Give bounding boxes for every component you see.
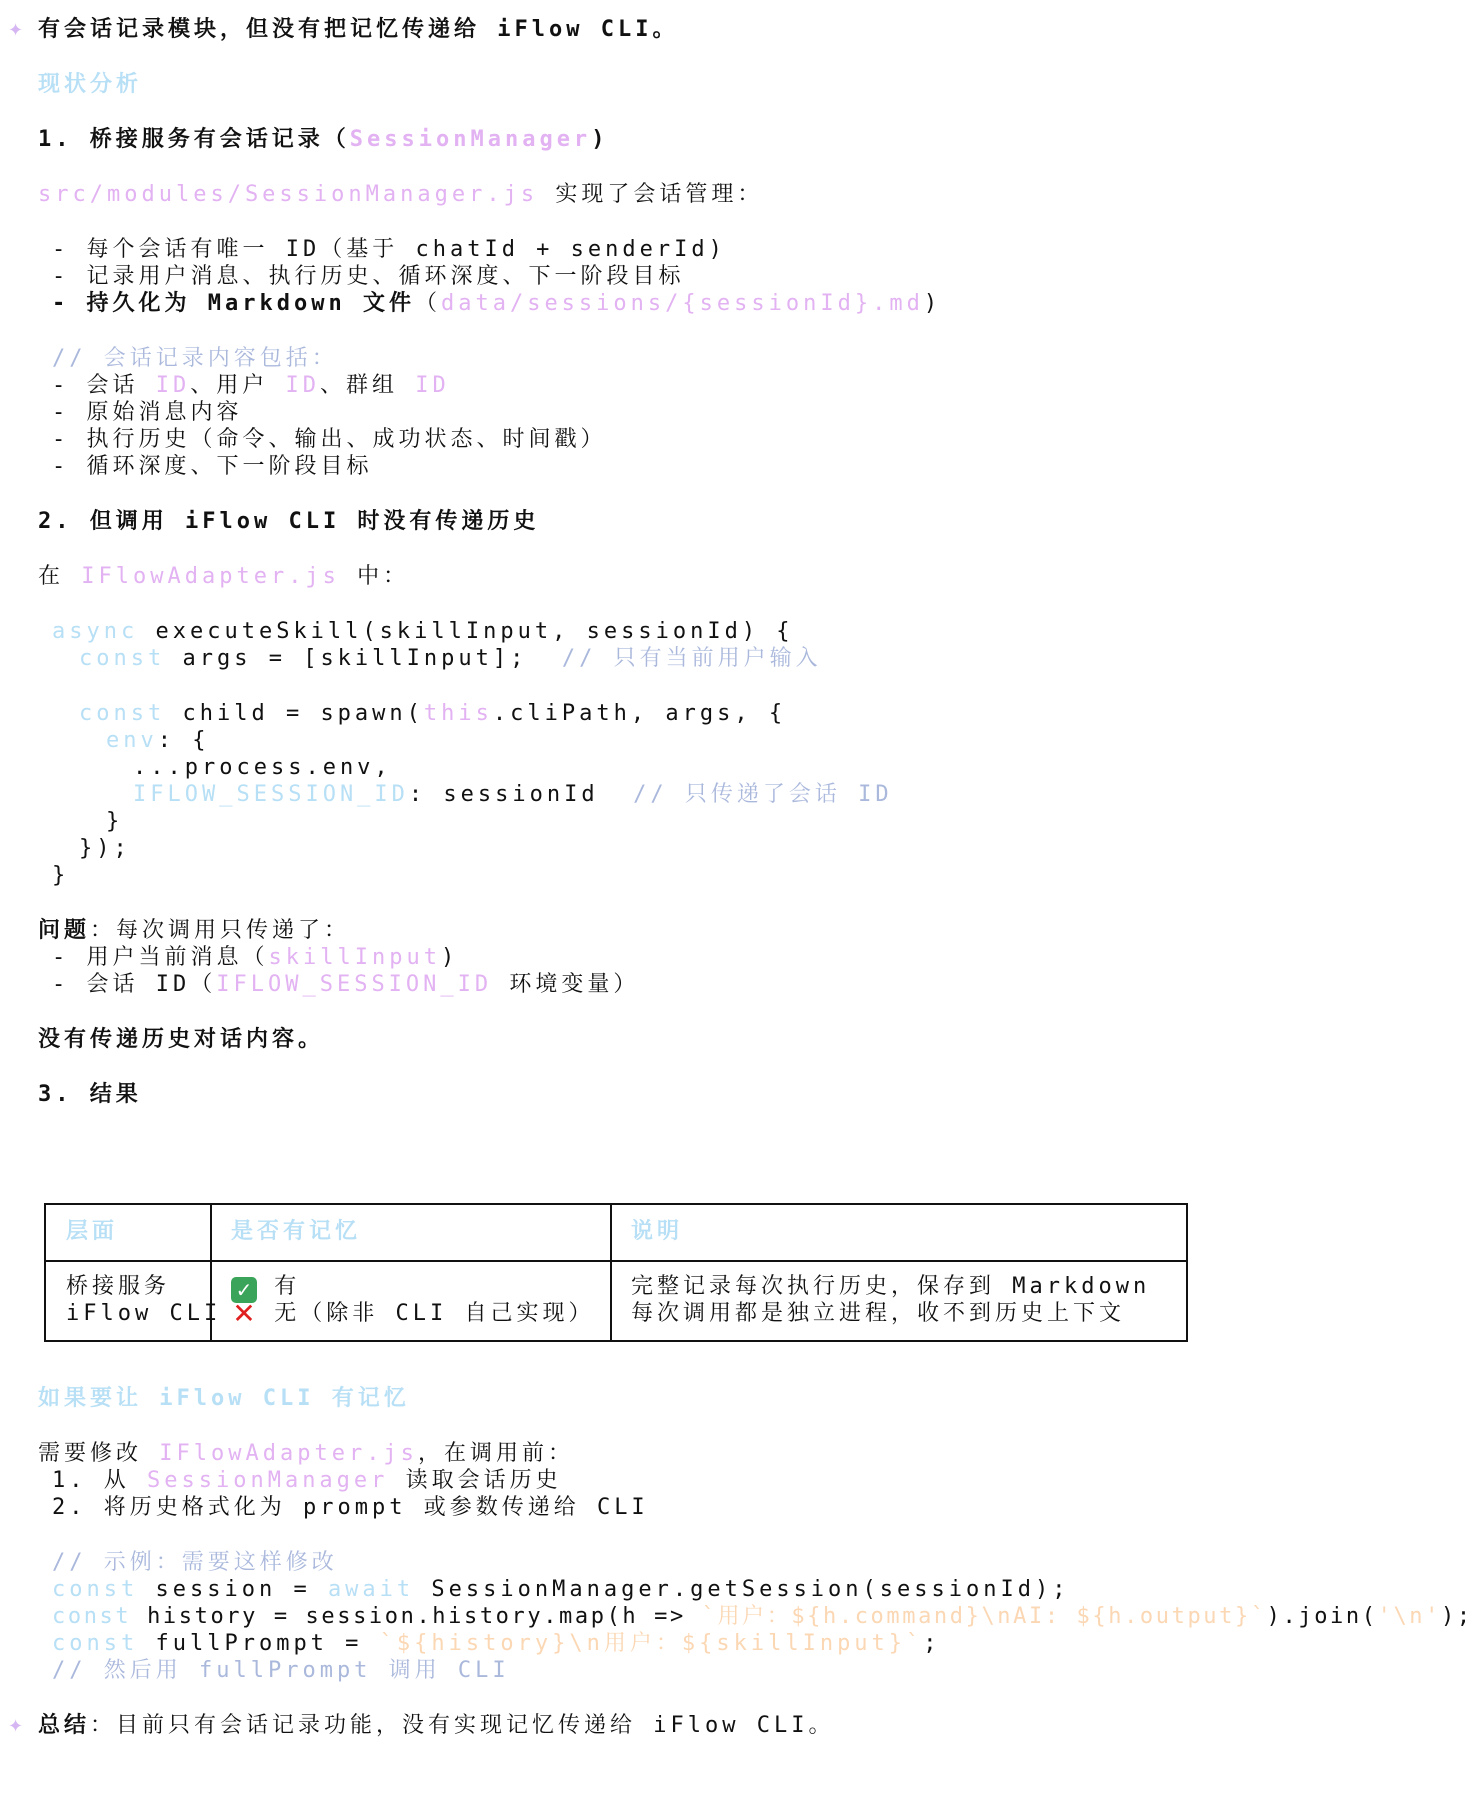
sparkle-icon: ✦ [8,20,24,41]
code-text: session = [138,1577,328,1602]
code-line-8: }); [79,836,131,861]
c1-e: 、群组 [320,373,416,398]
code-text: history = session.history.map(h => [131,1604,702,1629]
summary-text: ：目前只有会话记录功能，没有实现记忆传递给 iFlow CLI。 [90,1713,835,1738]
code-text: .cliPath, args, { [492,701,787,726]
code-comment: // 只传递了会话 ID [633,782,893,807]
code-text: executeSkill(skillInput, sessionId) { [138,619,794,644]
need-code: IFlowAdapter.js [159,1441,418,1466]
code-text: ; [923,1631,941,1656]
table-col-divider [610,1205,612,1340]
kw: await [327,1577,415,1602]
code-text: : sessionId [408,782,634,807]
code-line-4 [106,726,210,756]
result-table [44,1203,1188,1342]
bullet3-post: ) [923,291,942,316]
p2-code: IFLOW_SESSION_ID [216,972,493,997]
p1-code: skillInput [268,945,441,970]
s4-code-line-2 [52,1602,1473,1632]
need-pre: 需要修改 [38,1441,160,1466]
sparkle-icon: ✦ [8,1716,24,1737]
c1-f: ID [415,373,450,398]
p1-post: ) [440,945,459,970]
summary-label: 总结 [38,1713,91,1738]
table-cell-memory [231,1299,594,1329]
file-desc: 实现了会话管理： [538,182,764,207]
step1-post: 读取会话历史 [388,1468,562,1493]
in-pre: 在 [38,564,82,589]
code-comment: // 只有当前用户输入 [561,646,822,671]
table-header-cell: 说明 [631,1219,684,1244]
s4-step-2: 2. 将历史格式化为 prompt 或参数传递给 CLI [52,1495,649,1520]
s1-heading-post: ) [591,127,609,152]
step1-pre: 1. 从 [52,1468,147,1493]
code-string: `${history}\n用户：${skillInput}` [379,1631,924,1656]
s1-bullet-1: - 每个会话有唯一 ID（基于 chatId + senderId) [52,237,726,262]
code-line-3 [79,699,786,729]
s1-bullet-2: - 记录用户消息、执行历史、循环深度、下一阶段目标 [52,264,685,289]
summary-line [38,1711,834,1741]
need-post: ，在调用前： [417,1441,574,1466]
table-header-cell: 层面 [66,1219,119,1244]
table-cell-note: 每次调用都是独立进程，收不到历史上下文 [631,1301,1126,1326]
kw-this: this [423,701,493,726]
s1-comment: // 会话记录内容包括： [52,346,338,371]
kw: const [79,646,166,671]
bullet3-code: data/sessions/{sessionId}.md [440,291,924,316]
s1-content-2: - 原始消息内容 [52,400,243,425]
check-mark-icon: ✓ [231,1277,257,1303]
code-text: ).join( [1266,1604,1378,1629]
p1-pre: - 用户当前消息（ [52,945,269,970]
code-line-9: } [52,863,70,888]
kw: const [52,1604,132,1629]
cross-mark-icon: ✕ [232,1297,256,1330]
s3-heading: 3. 结果 [38,1082,142,1107]
in-code: IFlowAdapter.js [81,564,340,589]
s4-code-line-3 [52,1629,941,1659]
table-cell-layer: iFlow CLI [66,1301,222,1326]
s4-code-line-1 [52,1575,1070,1605]
step1-code: SessionManager [146,1468,389,1493]
table-header-cell: 是否有记忆 [231,1219,362,1244]
kw: const [52,1631,139,1656]
p2-post: 环境变量） [492,972,640,997]
kw: async [52,619,139,644]
c1-b: ID [155,373,191,398]
s1-heading [38,125,608,155]
c1-d: ID [285,373,320,398]
kw: const [52,1577,139,1602]
memory-value: 有 [274,1274,301,1299]
code-line-1 [52,617,794,647]
table-header-divider [46,1260,1186,1262]
code-string: `用户：${h.command}\nAI: ${h.output}` [701,1604,1267,1629]
c1-a: - 会话 [52,373,156,398]
problem-label: 问题 [38,918,91,943]
kw: const [79,701,166,726]
problem-item-2 [52,970,639,1000]
s1-content-1 [52,371,450,401]
s1-heading-code: SessionManager [349,127,592,152]
intro-line: 有会话记录模块，但没有把记忆传递给 iFlow CLI。 [38,17,679,42]
s1-bullet-3 [52,289,941,319]
code-string: '\n' [1377,1604,1441,1629]
code-text: child = spawn( [165,701,424,726]
s1-heading-pre: 1. 桥接服务有会话记录（ [38,127,350,152]
code-text: ); [1440,1604,1473,1629]
code-text: args = [skillInput]; [165,646,562,671]
memory-value: 无（除非 CLI 自己实现） [274,1301,595,1326]
code-line-5: ...process.env, [133,755,392,780]
s4-code-comment-2: // 然后用 fullPrompt 调用 CLI [52,1658,510,1683]
code-line-6 [133,780,893,810]
s1-content-4: - 循环深度、下一阶段目标 [52,454,373,479]
s1-content-3: - 执行历史（命令、输出、成功状态、时间戳） [52,427,607,452]
code-text: fullPrompt = [138,1631,380,1656]
code-text: : { [157,728,210,753]
s2-in-line [38,562,409,592]
code-line-2 [79,644,822,674]
code-line-7: } [106,809,124,834]
code-text: SessionManager.getSession(sessionId); [414,1577,1070,1602]
s4-code-comment-1: // 示例：需要这样修改 [52,1550,338,1575]
table-cell-note: 完整记录每次执行历史，保存到 Markdown [631,1274,1151,1299]
conclusion: 没有传递历史对话内容。 [38,1027,325,1052]
table-cell-layer: 桥接服务 [66,1274,171,1299]
s4-step-1 [52,1466,562,1496]
s4-heading: 如果要让 iFlow CLI 有记忆 [38,1386,410,1411]
in-post: 中： [339,564,410,589]
problem-item-1 [52,943,458,973]
p2-pre: - 会话 ID（ [52,972,217,997]
kw: env [106,728,158,753]
s1-file-line [38,180,763,210]
s2-heading: 2. 但调用 iFlow CLI 时没有传递历史 [38,509,540,534]
problem-text: ：每次调用只传递了： [90,918,351,943]
c1-c: 、用户 [190,373,286,398]
problem-line [38,916,350,946]
bullet3-pre: - 持久化为 Markdown 文件 [52,291,415,316]
section-title-status: 现状分析 [38,72,143,97]
kw: IFLOW_SESSION_ID [133,782,409,807]
bullet3-mid: （ [414,291,441,316]
file-path: src/modules/SessionManager.js [38,182,539,207]
s4-need-line [38,1439,574,1469]
